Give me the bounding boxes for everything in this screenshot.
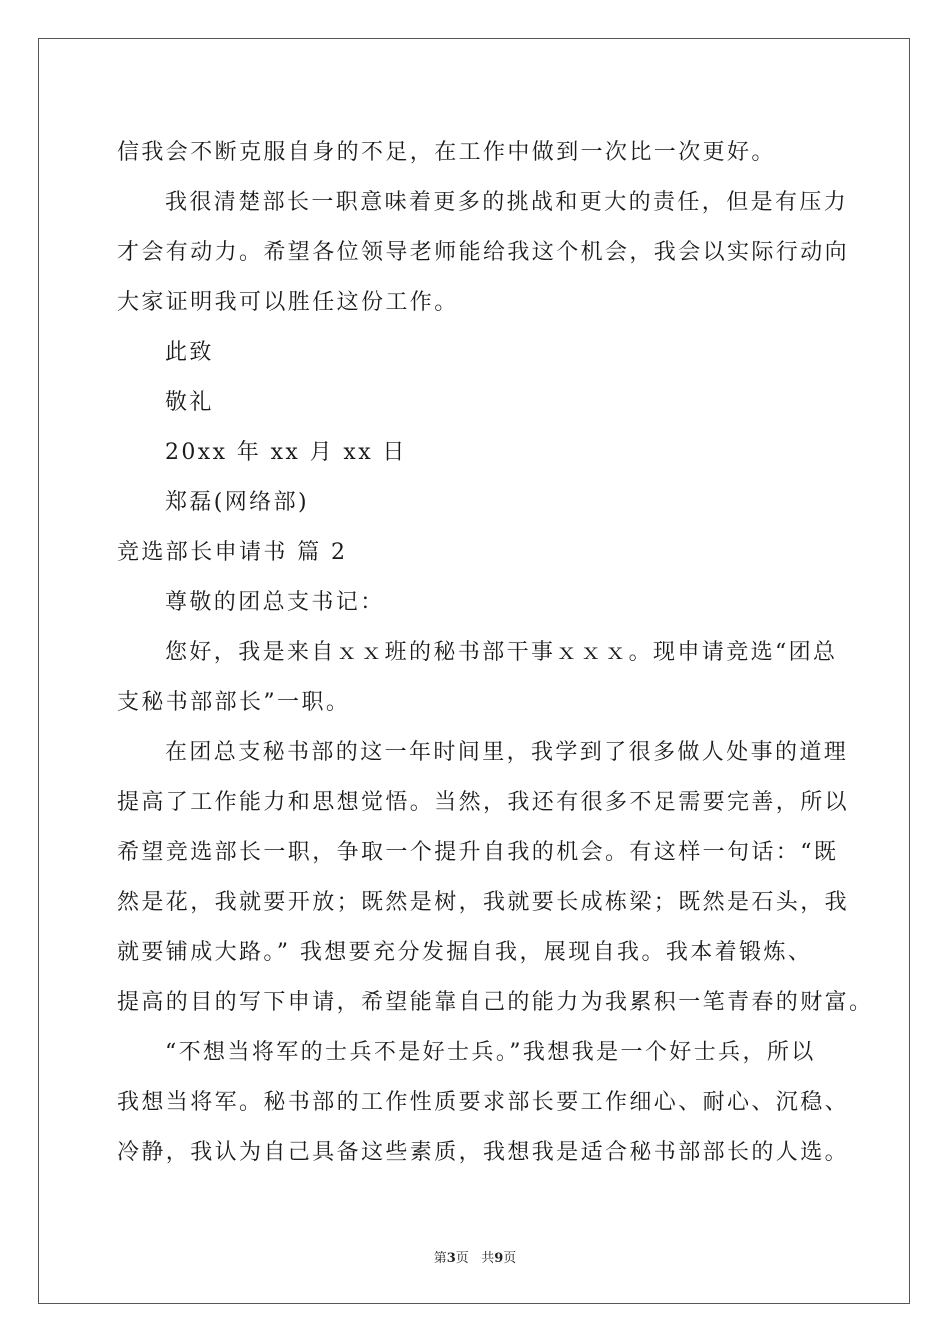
footer-page-suffix: 页 (455, 1251, 469, 1266)
letter-greeting: 尊敬的团总支书记： (165, 590, 385, 615)
text-line: 冷静，我认为自己具备这些素质，我想我是适合秘书部部长的人选。 (117, 1140, 850, 1165)
text-line: 希望竞选部长一职，争取一个提升自我的机会。有这样一句话：“既 (117, 840, 839, 865)
page-footer (0, 1247, 950, 1266)
text-line: 我想当将军。秘书部的工作性质要求部长要工作细心、耐心、沉稳、 (117, 1090, 850, 1115)
document-body (117, 128, 874, 1178)
text-line: 提高了工作能力和思想觉悟。当然，我还有很多不足需要完善，所以 (117, 790, 850, 815)
closing-regards: 敬礼 (165, 390, 214, 415)
text-line: “不想当将军的士兵不是好士兵。”我想我是一个好士兵，所以 (165, 1040, 816, 1065)
text-line: 就要铺成大路。” 我想要充分发掘自我，展现自我。我本着锻炼、 (117, 940, 813, 965)
text-line: 支秘书部部长”一职。 (117, 690, 351, 715)
text-line: 然是花，我就要开放；既然是树，我就要长成栋梁；既然是石头，我 (117, 890, 850, 915)
text-line: 您好，我是来自ｘｘ班的秘书部干事ｘｘｘ。现申请竞选“团总 (165, 640, 838, 665)
section-heading: 竞选部长申请书 篇 2 (117, 540, 348, 565)
text-line: 大家证明我可以胜任这份工作。 (117, 290, 459, 315)
footer-page-prefix: 第 (433, 1251, 447, 1266)
footer-total-suffix: 页 (503, 1251, 517, 1266)
footer-page-number: 3 (446, 1251, 456, 1266)
text-line: 提高的目的写下申请，希望能靠自己的能力为我累积一笔青春的财富。 (117, 990, 874, 1015)
closing-salutation: 此致 (165, 340, 214, 365)
footer-total-prefix: 共 (481, 1251, 495, 1266)
letter-signature: 郑磊(网络部) (165, 490, 309, 515)
text-line: 信我会不断克服自身的不足，在工作中做到一次比一次更好。 (117, 140, 776, 165)
footer-total-number: 9 (494, 1251, 504, 1266)
text-line: 才会有动力。希望各位领导老师能给我这个机会，我会以实际行动向 (117, 240, 850, 265)
text-line: 在团总支秘书部的这一年时间里，我学到了很多做人处事的道理 (165, 740, 849, 765)
letter-date: 20xx 年 xx 月 xx 日 (165, 440, 407, 465)
text-line: 我很清楚部长一职意味着更多的挑战和更大的责任，但是有压力 (165, 190, 849, 215)
